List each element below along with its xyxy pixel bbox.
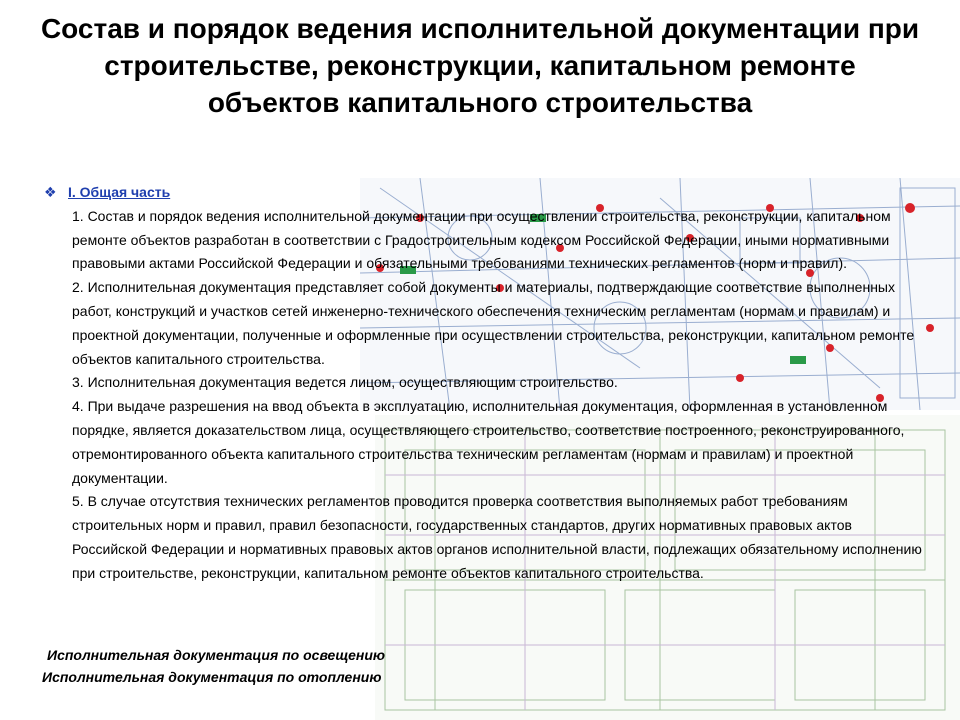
diamond-bullet-icon: ❖ (44, 184, 57, 200)
image-captions (42, 645, 562, 688)
paragraph-5: 5. В случае отсутствия технических регламентов проводится проверка соответствия выполняемых работ требованиям строительных норм и правил, правил безопасности, государственных стандартов, других нормативных правовых актов Российской Федерации и нормативных правовых актов органов исполнительной власти, подлежащих обязательному исполнению при строительстве, реконструкции, капитальном ремонте объектов капитального строительства. (72, 493, 922, 581)
paragraph-4: 4. При выдаче разрешения на ввод объекта в эксплуатацию, исполнительная документация, оформленная в установленном порядке, является доказательством лица, осуществляющего строительство, соответствие построенного, реконструированного, отремонтированного объекта капитального строительства техническим регламентам (нормам и правилам) и проектной документации. (72, 398, 905, 486)
document-body (44, 181, 924, 586)
caption-heating: Исполнительная документация по отоплению (42, 668, 382, 685)
paragraph-2: 2. Исполнительная документация представляет собой документы и материалы, подтверждающие соответствие выполненных работ, конструкций и участков сетей инженерно-технического обеспечения техническим регламентам (нормам и правилам) и проектной документации, полученные и оформленные при осуществлении строительства, реконструкции, капитальном ремонте объектов капитального строительства. (72, 279, 915, 367)
caption-lighting: Исполнительная документация по освещению (47, 647, 385, 663)
section-heading-row (44, 181, 924, 205)
paragraph-3: 3. Исполнительная документация ведется лицом, осуществляющим строительство. (72, 374, 618, 391)
section-heading[interactable]: I. Общая часть (68, 184, 171, 200)
page-title: Состав и порядок ведения исполнительной документации при строительстве, реконструкции, капитальном ремонте объектов капитального строительства (40, 13, 920, 118)
section-paragraphs (44, 205, 924, 586)
paragraph-1: 1. Состав и порядок ведения исполнительной документации при осуществлении строительства, реконструкции, капитальном ремонте объектов разработан в соответствии с Градостроительным кодексом Российской Федерации, иными нормативными правовыми актами Российской Федерации и обязательными требованиями технических регламентов (норм и правил). (72, 207, 891, 272)
